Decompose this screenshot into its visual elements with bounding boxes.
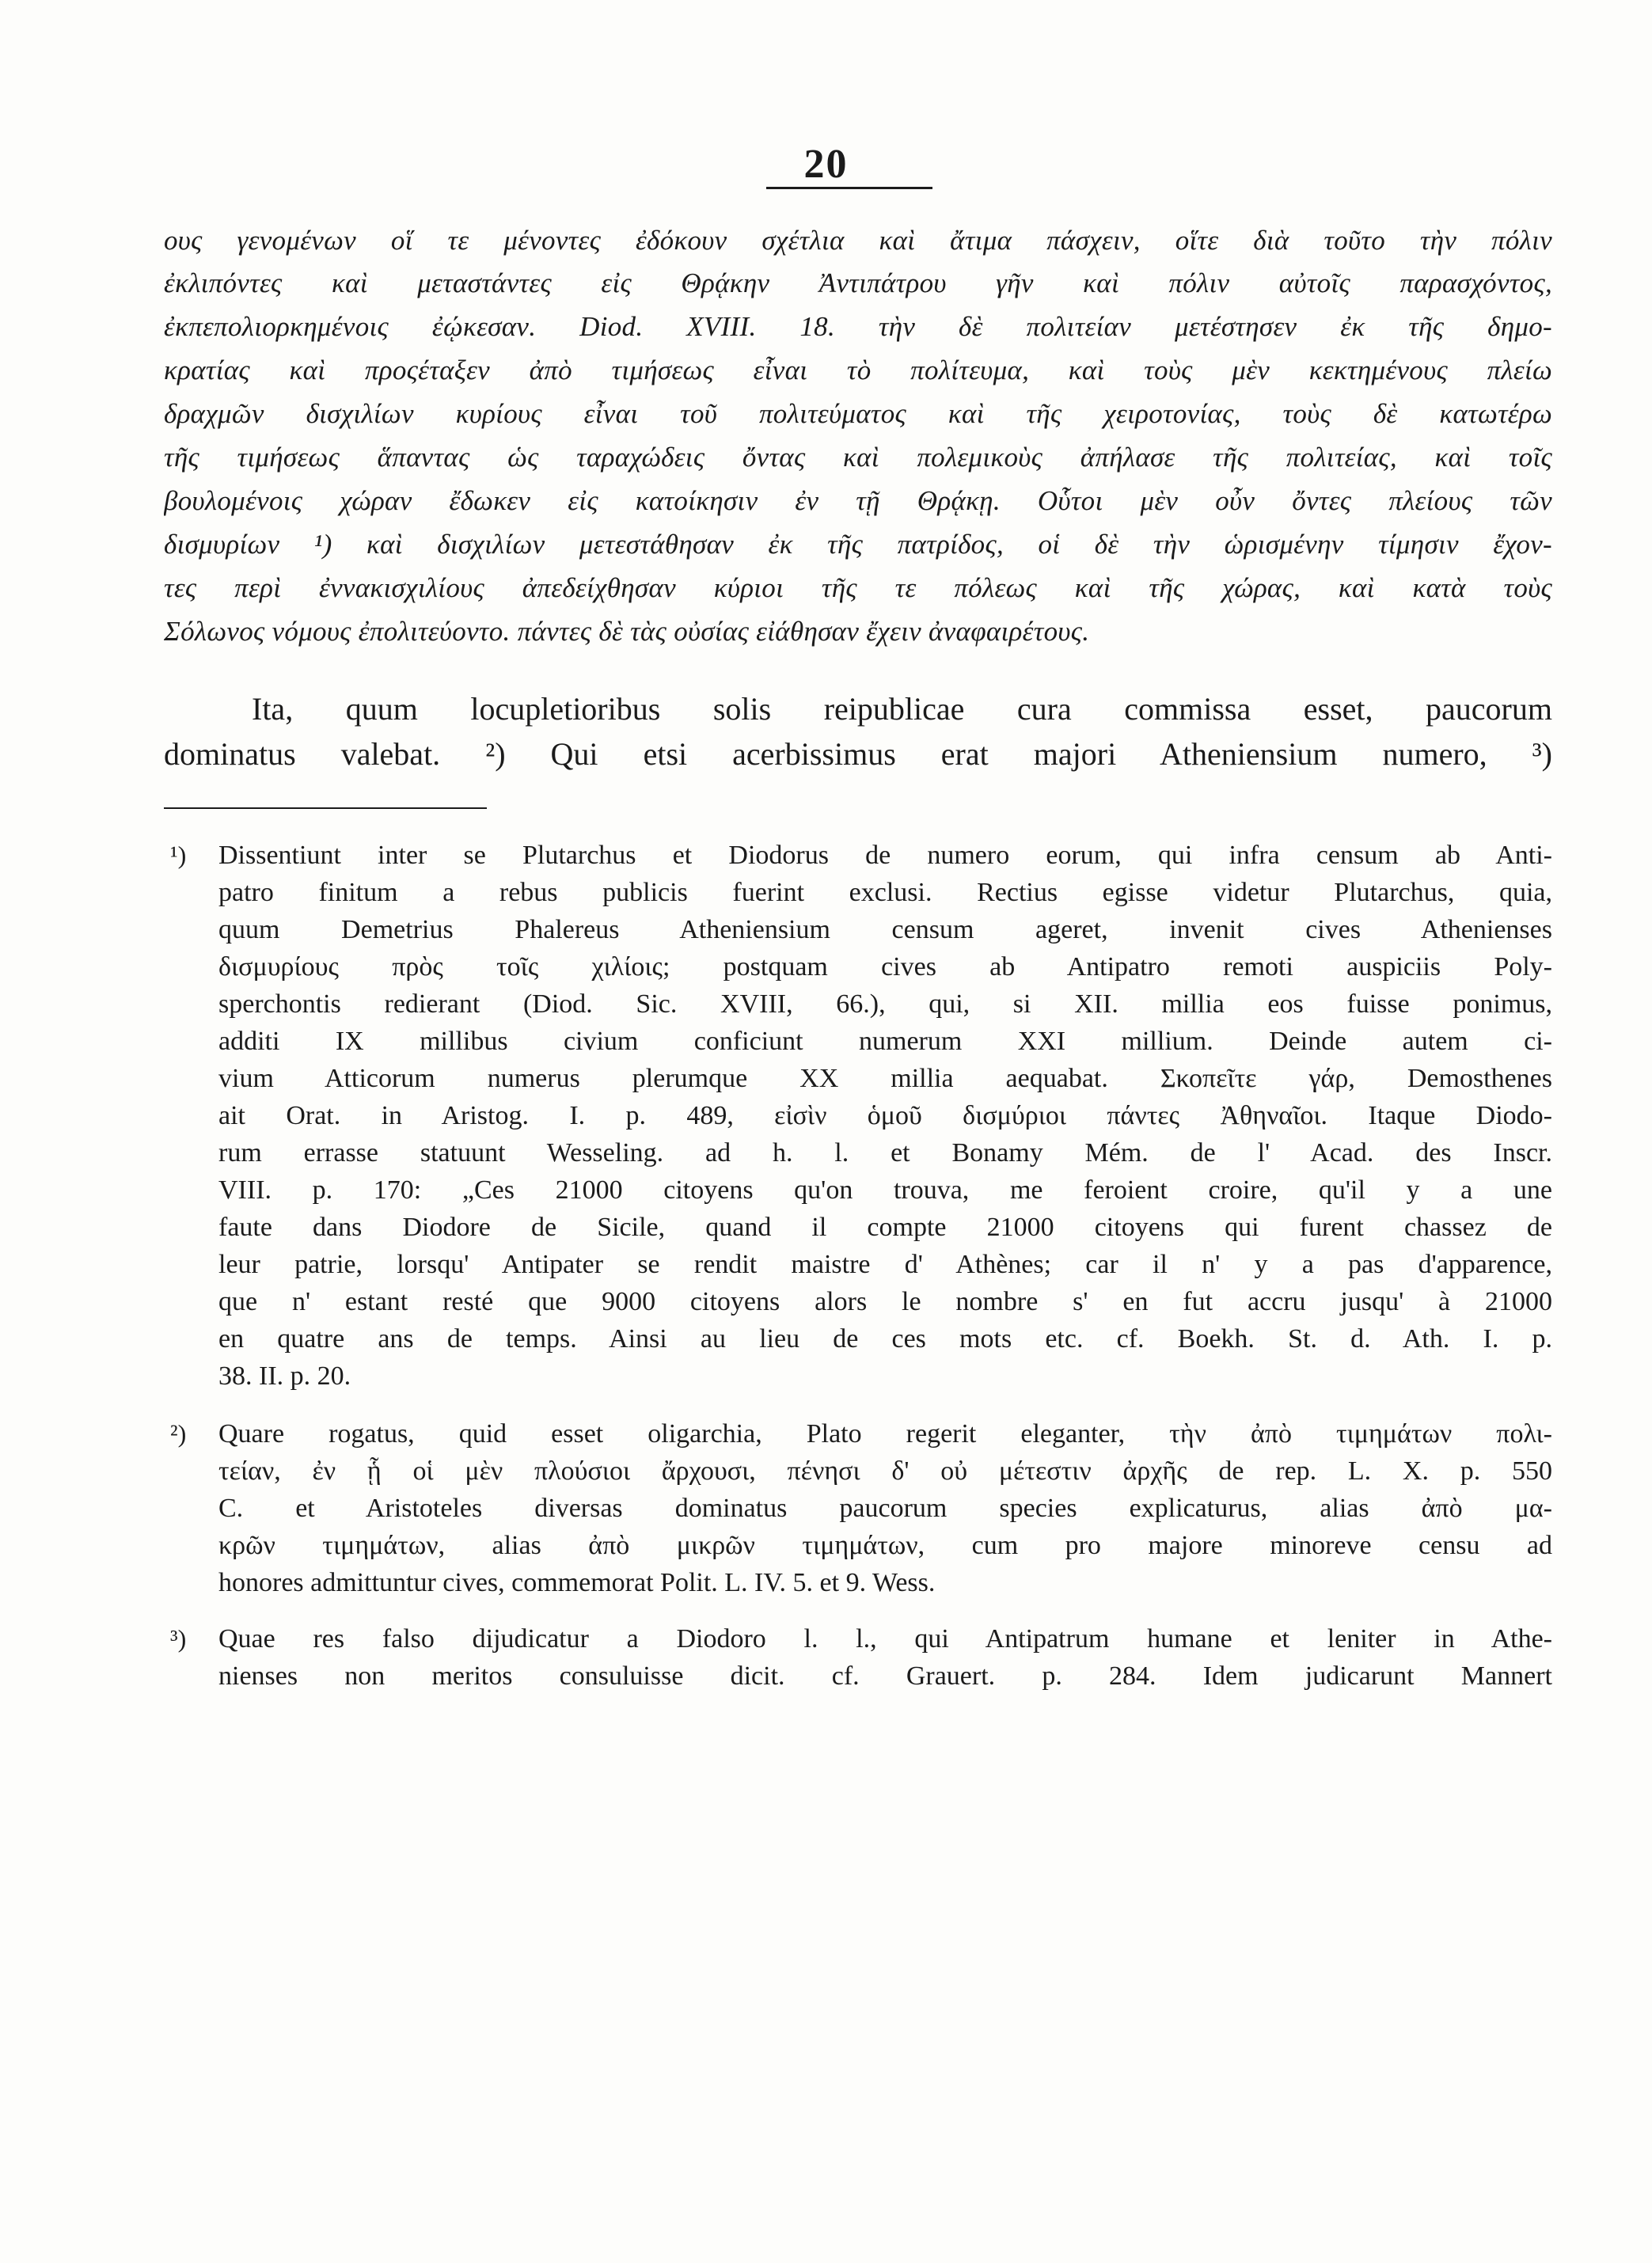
footnote-line: δισμυρίους πρὸς τοῖς χιλίοις; postquam cives ab Antipatro remoti auspiciis Poly- <box>218 952 1552 982</box>
footnote-rule <box>164 807 487 809</box>
footnote-line: en quatre ans de temps. Ainsi au lieu de ces mots etc. cf. Boekh. St. d. Ath. I. p. <box>218 1324 1552 1354</box>
footnote-line: sperchontis redierant (Diod. Sic. XVIII, 66.), qui, si XII. millia eos fuisse ponimus, <box>218 989 1552 1019</box>
footnote-line: 38. II. p. 20. <box>218 1361 351 1391</box>
footnote-line: Quae res falso dijudicatur a Diodoro l. l., qui Antipatrum humane et leniter in Athe- <box>218 1624 1552 1654</box>
greek-line: δισμυρίων ¹) καὶ δισχιλίων μετεστάθησαν ἐκ τῆς πατρίδος, οἱ δὲ τὴν ὡρισμένην τίμησιν ἔχον- <box>164 529 1552 560</box>
footnote-line: Dissentiunt inter se Plutarchus et Diodorus de numero eorum, qui infra censum ab Anti- <box>218 841 1552 870</box>
greek-line: ἐκλιπόντες καὶ μεταστάντες εἰς Θρᾴκην Ἀντιπάτρου γῆν καὶ πόλιν αὐτοῖς παρασχόντος, <box>164 268 1552 298</box>
footnote-line: rum errasse statuunt Wesseling. ad h. l. et Bonamy Mém. de l' Acad. des Inscr. <box>218 1138 1552 1168</box>
footnote-line: C. et Aristoteles diversas dominatus paucorum species explicaturus, alias ἀπὸ μα- <box>218 1494 1552 1523</box>
footnote-line: τείαν, ἐν ᾗ οἱ μὲν πλούσιοι ἄρχουσι, πένησι δ' οὐ μέτεστιν ἀρχῆς de rep. L. X. p. 550 <box>218 1456 1552 1486</box>
footnote-marker: ¹) <box>170 841 187 869</box>
header-rule <box>766 187 932 189</box>
footnote-line: leur patrie, lorsqu' Antipater se rendit maistre d' Athènes; car il n' y a pas d'apparence, <box>218 1250 1552 1279</box>
greek-line: Σόλωνος νόμους ἐπολιτεύοντο. πάντες δὲ τὰς οὐσίας εἰάθησαν ἔχειν ἀναφαιρέτους. <box>164 616 1090 647</box>
footnote-line: faute dans Diodore de Sicile, quand il compte 21000 citoyens qui furent chassez de <box>218 1213 1552 1242</box>
greek-line: τες περὶ ἐννακισχιλίους ἀπεδείχθησαν κύριοι τῆς τε πόλεως καὶ τῆς χώρας, καὶ κατὰ τοὺς <box>164 572 1552 603</box>
footnote-marker: ³) <box>170 1624 187 1653</box>
footnote-line: VIII. p. 170: „Ces 21000 citoyens qu'on trouva, me feroient croire, qu'il y a une <box>218 1175 1552 1205</box>
footnote-line: κρῶν τιμημάτων, alias ἀπὸ μικρῶν τιμημάτων, cum pro majore minoreve censu ad <box>218 1531 1552 1560</box>
greek-line: δραχμῶν δισχιλίων κυρίους εἶναι τοῦ πολιτεύματος καὶ τῆς χειροτονίας, τοὺς δὲ κατωτέρω <box>164 398 1552 429</box>
footnote-marker: ²) <box>170 1419 187 1448</box>
body-line: Ita, quum locupletioribus solis reipublicae cura commissa esset, paucorum <box>252 691 1552 727</box>
greek-line: ους γενομένων οἵ τε μένοντες ἐδόκουν σχέτλια καὶ ἄτιμα πάσχειν, οἵτε διὰ τοῦτο τὴν πόλιν <box>164 225 1552 256</box>
footnote-line: ait Orat. in Aristog. I. p. 489, εἰσὶν ὁμοῦ δισμύριοι πάντες Ἀθηναῖοι. Itaque Diodo- <box>218 1101 1552 1130</box>
footnote-line: nienses non meritos consuluisse dicit. cf. Grauert. p. 284. Idem judicarunt Mannert <box>218 1661 1552 1691</box>
footnote-line: Quare rogatus, quid esset oligarchia, Plato regerit eleganter, τὴν ἀπὸ τιμημάτων πολι- <box>218 1419 1552 1449</box>
footnote-line: patro finitum a rebus publicis fuerint exclusi. Rectius egisse videtur Plutarchus, quia, <box>218 878 1552 907</box>
greek-line: τῆς τιμήσεως ἅπαντας ὡς ταραχώδεις ὄντας καὶ πολεμικοὺς ἀπήλασε τῆς πολιτείας, καὶ τοῖς <box>164 442 1552 473</box>
greek-line: ἐκπεπολιορκημένοις ἐῴκεσαν. Diod. XVIII. 18. τὴν δὲ πολιτείαν μετέστησεν ἐκ τῆς δημο- <box>164 311 1552 342</box>
footnote-line: additi IX millibus civium conficiunt numerum XXI millium. Deinde autem ci- <box>218 1027 1552 1056</box>
footnote-line: honores admittuntur cives, commemorat Polit. L. IV. 5. et 9. Wess. <box>218 1568 936 1597</box>
footnote-line: que n' estant resté que 9000 citoyens alors le nombre s' en fut accru jusqu' à 21000 <box>218 1287 1552 1316</box>
footnote-line: quum Demetrius Phalereus Atheniensium censum ageret, invenit cives Athenienses <box>218 915 1552 944</box>
greek-line: βουλομένοις χώραν ἔδωκεν εἰς κατοίκησιν ἐν τῇ Θρᾴκῃ. Οὗτοι μὲν οὖν ὄντες πλείους τῶν <box>164 485 1552 516</box>
footnote-line: vium Atticorum numerus plerumque XX millia aequabat. Σκοπεῖτε γάρ, Demosthenes <box>218 1064 1552 1093</box>
body-line: dominatus valebat. ²) Qui etsi acerbissimus erat majori Atheniensium numero, ³) <box>164 736 1552 772</box>
greek-line: κρατίας καὶ προςέταξεν ἀπὸ τιμήσεως εἶναι τὸ πολίτευμα, καὶ τοὺς μὲν κεκτημένους πλείω <box>164 355 1552 385</box>
page-number: 20 <box>803 142 849 187</box>
